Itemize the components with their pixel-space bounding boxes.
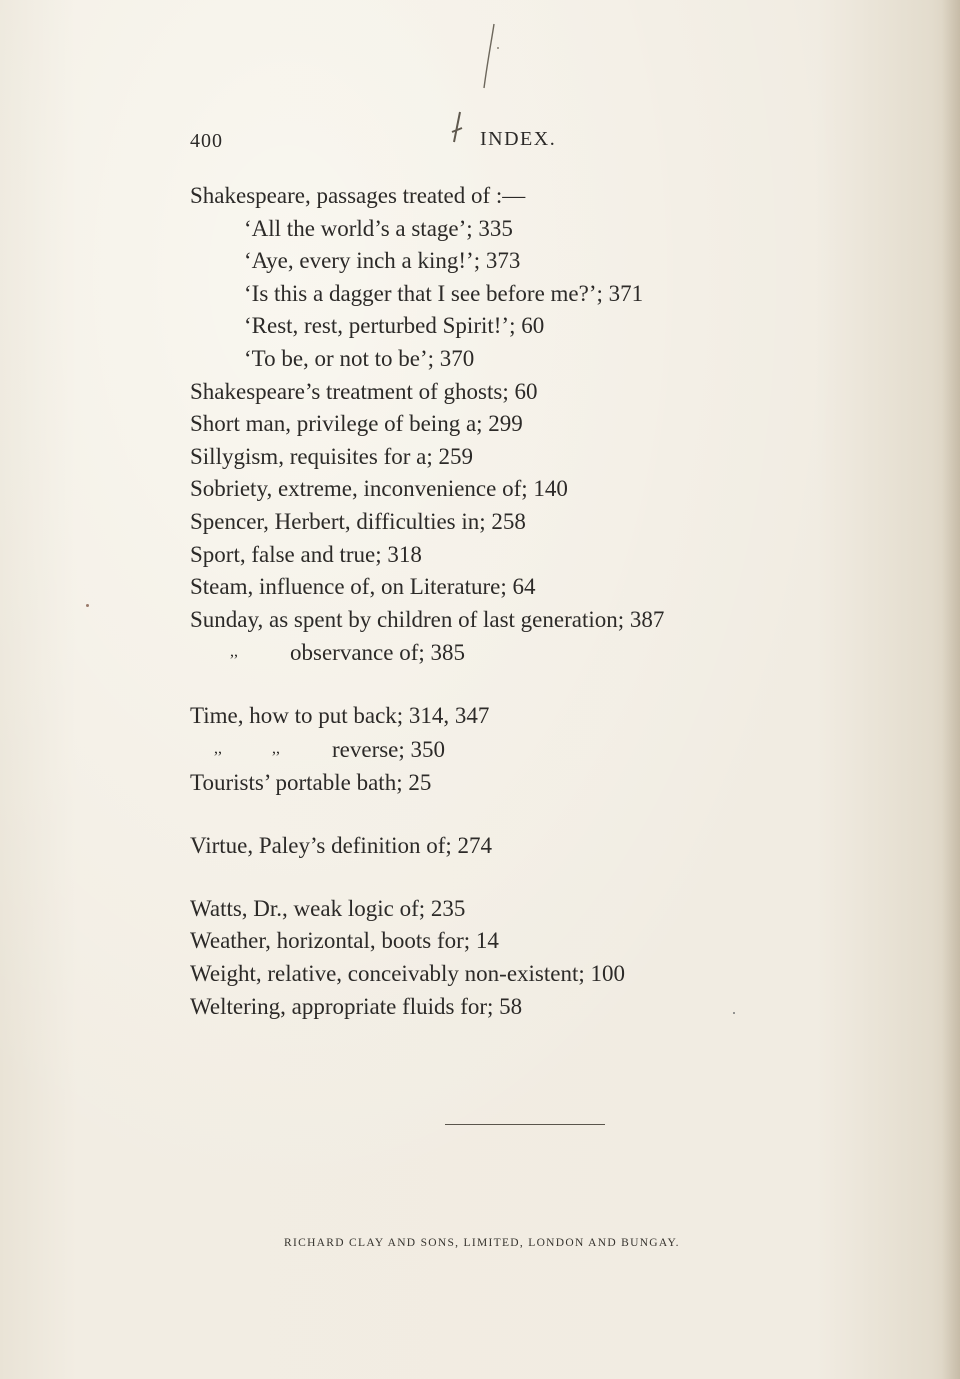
- index-entry: Virtue, Paley’s definition of; 274: [190, 832, 493, 858]
- index-entry: Shakespeare’s treatment of ghosts; 60: [190, 378, 538, 404]
- ditto-mark: ,,: [214, 740, 222, 757]
- index-entry: Sobriety, extreme, inconvenience of; 140: [190, 476, 568, 502]
- index-ditto-entry: [190, 733, 830, 767]
- index-subentry: ‘Is this a dagger that I see before me?’; 371: [244, 280, 644, 306]
- closing-rule: [445, 1124, 605, 1125]
- index-entry: Shakespeare, passages treated of :—: [190, 183, 526, 208]
- ditto-mark: ,,: [272, 740, 280, 757]
- index-entry: Sport, false and true; 318: [190, 541, 422, 567]
- page-edge-shadow: [942, 0, 960, 1379]
- index-entry: Tourists’ portable bath; 25: [190, 769, 432, 795]
- section-gap: [190, 799, 830, 830]
- paper-speck: [86, 604, 89, 607]
- section-gap: [190, 862, 830, 893]
- index-entry: Time, how to put back; 314, 347: [190, 703, 490, 729]
- index-entry: Sunday, as spent by children of last generation; 387: [190, 606, 665, 632]
- index-subentry: ‘Rest, rest, perturbed Spirit!’; 60: [244, 313, 545, 339]
- index-entry: Weltering, appropriate fluids for; 58: [190, 993, 523, 1019]
- index-subentry: ‘To be, or not to be’; 370: [244, 345, 475, 371]
- running-title: INDEX.: [480, 128, 557, 150]
- index-entry: Watts, Dr., weak logic of; 235: [190, 895, 466, 921]
- printer-imprint: RICHARD CLAY AND SONS, LIMITED, LONDON AND BUNGAY.: [284, 1237, 680, 1249]
- index-ditto-text: reverse; 350: [332, 737, 446, 762]
- page-header: [190, 126, 770, 156]
- index-entry: Spencer, Herbert, difficulties in; 258: [190, 508, 526, 534]
- index-subentry: ‘All the world’s a stage’; 335: [244, 215, 513, 241]
- index-subentry: ‘Aye, every inch a king!’; 373: [244, 248, 521, 274]
- index-entry: Steam, influence of, on Literature; 64: [190, 574, 536, 600]
- pencil-mark: [476, 18, 500, 98]
- index-ditto-text: observance of; 385: [290, 640, 465, 666]
- section-gap: [190, 670, 830, 701]
- index-entry: Weather, horizontal, boots for; 14: [190, 928, 499, 954]
- page-number: 400: [190, 130, 223, 152]
- paper-speck: [733, 1012, 735, 1014]
- index-entry: Weight, relative, conceivably non-existent; 100: [190, 960, 626, 986]
- index-entry: Short man, privilege of being a; 299: [190, 411, 523, 437]
- index-ditto-entry: [190, 636, 830, 670]
- ditto-mark: ,,: [230, 643, 238, 661]
- index-entry: Sillygism, requisites for a; 259: [190, 443, 474, 469]
- index-list: [190, 180, 830, 1023]
